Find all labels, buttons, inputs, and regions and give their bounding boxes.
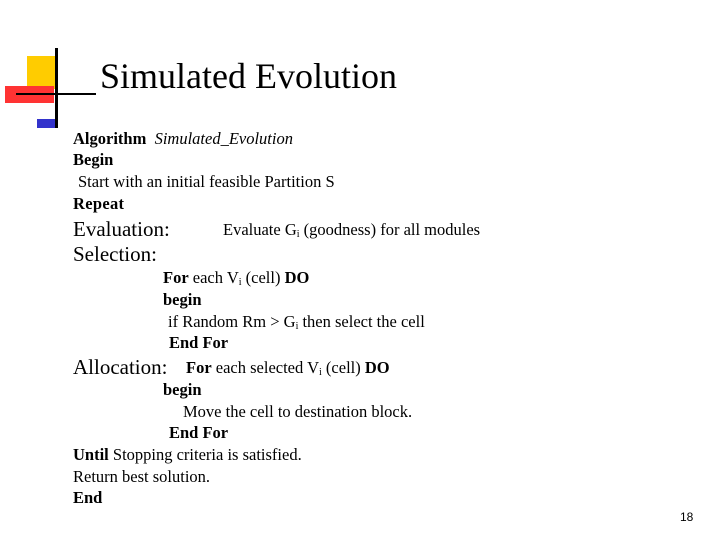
allocation-move-line: Move the cell to destination block. — [183, 402, 413, 421]
selection-if-b: then select the cell — [298, 312, 425, 331]
allocation-for-keyword: For — [186, 358, 212, 377]
begin-line: Begin — [73, 150, 114, 169]
slide-title: Simulated Evolution — [100, 56, 397, 96]
allocation-for-a: each selected V — [211, 358, 320, 377]
evaluation-subscript: i — [296, 229, 300, 240]
selection-begin: begin — [163, 290, 202, 309]
evaluation-text-a: Evaluate G — [223, 220, 297, 239]
start-line: Start with an initial feasible Partition S — [78, 172, 335, 191]
algorithm-keyword: Algorithm — [73, 129, 147, 148]
selection-end-for: End For — [169, 333, 229, 352]
selection-if-line — [168, 314, 425, 332]
allocation-end-for: End For — [169, 423, 229, 442]
allocation-for-b: (cell) — [321, 358, 365, 377]
selection-for-keyword: For — [163, 268, 189, 287]
selection-for-b: (cell) — [241, 268, 285, 287]
logo-vertical-line — [55, 48, 58, 128]
repeat-line: Repeat — [73, 194, 125, 213]
until-keyword: Until — [73, 445, 109, 464]
until-text: Stopping criteria is satisfied. — [108, 445, 302, 464]
page-number: 18 — [680, 510, 694, 524]
logo-blue-bar — [37, 119, 55, 128]
allocation-begin: begin — [163, 380, 202, 399]
selection-do-keyword: DO — [284, 268, 310, 287]
selection-for-a: each V — [188, 268, 239, 287]
algorithm-name: Simulated_Evolution — [154, 129, 293, 148]
logo-yellow-square — [27, 56, 57, 89]
selection-if-a: if Random Rm > G — [168, 312, 296, 331]
selection-for-line — [163, 270, 309, 288]
selection-label: Selection: — [73, 242, 157, 266]
algorithm-header — [73, 131, 293, 148]
logo-horizontal-line — [16, 93, 96, 95]
selection-for-subscript: i — [238, 277, 242, 288]
evaluation-text — [223, 222, 480, 240]
evaluation-label: Evaluation: — [73, 217, 170, 241]
allocation-label: Allocation: — [73, 355, 168, 379]
selection-if-subscript: i — [295, 321, 299, 332]
return-line: Return best solution. — [73, 467, 211, 486]
until-line — [73, 447, 302, 464]
end-line: End — [73, 488, 103, 507]
allocation-do-keyword: DO — [364, 358, 390, 377]
evaluation-text-b: (goodness) for all modules — [299, 220, 481, 239]
allocation-for-line — [186, 360, 390, 378]
allocation-for-subscript: i — [319, 367, 322, 378]
